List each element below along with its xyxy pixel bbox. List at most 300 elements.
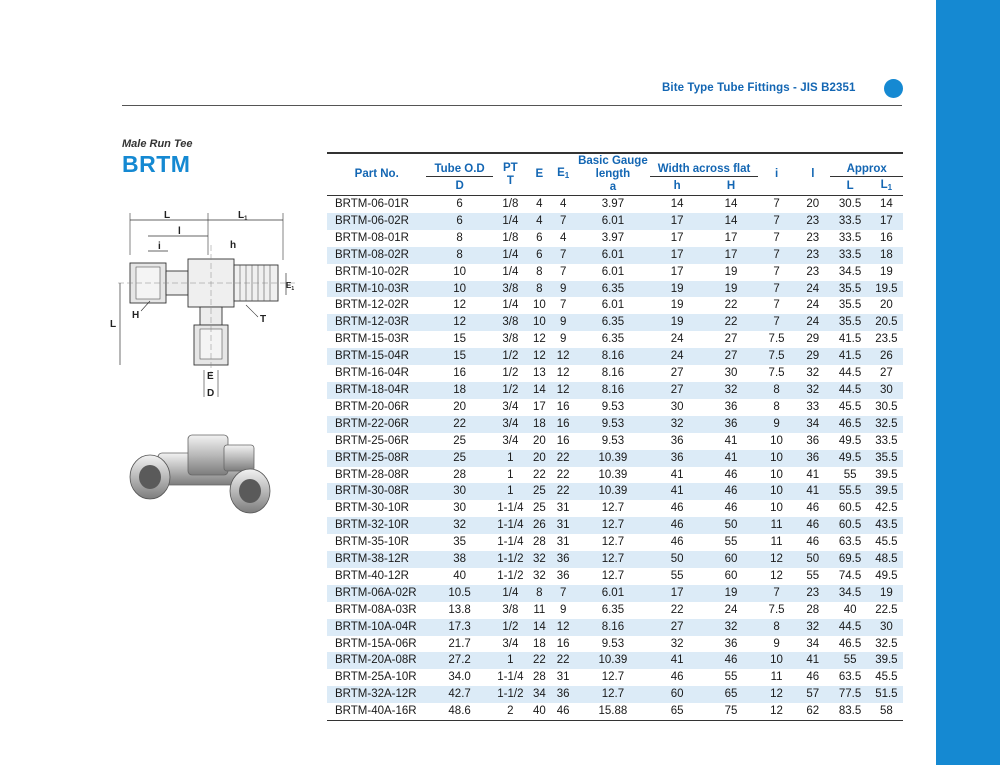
dim-E-label: E (207, 371, 214, 382)
part-number-cell: BRTM-30-10R (335, 502, 409, 515)
table-cell: 34.5 (838, 265, 862, 278)
table-cell: 3/8 (502, 316, 519, 329)
part-number-cell: BRTM-30-08R (335, 485, 409, 498)
table-cell: 36 (670, 451, 684, 464)
table-cell: 3.97 (601, 198, 625, 210)
dim-L-label: L (164, 210, 171, 221)
table-cell: 9 (773, 637, 780, 650)
table-cell: 36 (670, 434, 684, 447)
table-cell: 22 (724, 299, 738, 312)
table-cell: 27 (670, 367, 684, 380)
table-cell: 8 (536, 282, 543, 295)
table-cell: 58 (870, 703, 903, 720)
table-cell: 30 (453, 485, 466, 498)
table-cell: 18 (453, 383, 466, 396)
table-cell: 1-1/4 (497, 502, 524, 515)
table-cell: 27.2 (448, 654, 471, 667)
col-approx: Approx (830, 153, 903, 177)
part-number-cell: BRTM-38-12R (335, 553, 409, 566)
table-cell: 12 (453, 299, 466, 312)
part-number-cell: BRTM-15A-06R (335, 637, 417, 650)
table-cell: 1/2 (502, 383, 519, 396)
table-cell: 6 (456, 214, 463, 227)
table-cell: 8.16 (601, 620, 625, 633)
table-cell: 50 (670, 553, 684, 566)
table-cell: 35 (453, 536, 466, 549)
table-cell: 36 (556, 553, 570, 566)
part-number-cell: BRTM-20A-08R (335, 654, 417, 667)
part-number-cell: BRTM-06-02R (335, 214, 409, 227)
table-cell: 10.5 (448, 586, 471, 599)
table-cell: 12 (556, 350, 570, 363)
table-cell: 32.5 (875, 417, 898, 430)
table-cell: 42.5 (875, 502, 898, 515)
table-cell: 19 (724, 586, 738, 599)
col-i: i (758, 153, 795, 196)
table-cell: 7 (773, 316, 780, 329)
table-cell: 49.5 (838, 451, 862, 464)
table-cell: 3/8 (502, 603, 519, 616)
table-row (327, 433, 903, 450)
table-cell: 32 (806, 620, 820, 633)
dim-L1-label: $L_1$ (238, 210, 248, 222)
table-cell: 55 (724, 536, 738, 549)
table-cell: 7.5 (768, 333, 785, 346)
table-cell: 24 (670, 333, 684, 346)
table-cell: 49.5 (875, 569, 898, 582)
table-cell: 30.5 (838, 198, 862, 210)
col-l: l (795, 153, 830, 196)
table-cell: 1-1/4 (497, 519, 524, 532)
table-cell: 6.01 (601, 214, 625, 227)
table-cell: 15 (453, 333, 466, 346)
table-cell: 55.5 (838, 485, 862, 498)
table-cell: 31 (556, 519, 570, 532)
part-number-cell: BRTM-08A-03R (335, 603, 417, 616)
table-cell: 7 (559, 265, 567, 278)
header-divider (122, 105, 902, 106)
table-cell: 12.7 (601, 688, 625, 701)
dim-h-label: h (230, 240, 237, 251)
table-cell: 16 (556, 637, 570, 650)
table-cell: 24 (806, 316, 820, 329)
table-cell: 7 (773, 265, 780, 278)
table-cell: 46 (806, 671, 820, 684)
table-cell: 10 (532, 316, 546, 329)
table-cell: 51.5 (875, 688, 898, 701)
table-row (327, 264, 903, 281)
table-cell: 1/4 (502, 299, 519, 312)
table-cell: 6 (536, 231, 543, 244)
table-row (327, 534, 903, 551)
table-cell: 27 (879, 367, 893, 380)
table-cell: 22 (556, 485, 570, 498)
table-row (327, 619, 903, 636)
table-cell: 9 (559, 316, 567, 329)
table-cell: 1/8 (502, 231, 519, 244)
table-cell: 39.5 (875, 468, 898, 481)
table-row (327, 500, 903, 517)
table-cell: 6.35 (601, 333, 625, 346)
table-cell: 1/4 (502, 214, 519, 227)
table-cell: 25 (532, 502, 546, 515)
table-cell: 28 (806, 603, 820, 616)
table-cell: 11 (770, 536, 783, 549)
table-cell: 62 (795, 703, 830, 720)
table-cell: 65 (650, 703, 704, 720)
table-cell: 10 (453, 282, 466, 295)
table-cell: 26 (879, 350, 893, 363)
table-cell: 9.53 (601, 417, 625, 430)
table-row (327, 247, 903, 264)
header-title: Bite Type Tube Fittings - JIS B2351 (662, 82, 856, 94)
table-cell: 31 (556, 536, 570, 549)
table-cell: 8 (536, 586, 543, 599)
header-dot-icon (884, 79, 903, 98)
table-cell: 3/4 (502, 637, 519, 650)
table-cell: 14 (532, 620, 546, 633)
table-cell: 55 (843, 468, 857, 481)
table-cell: 20.5 (875, 316, 898, 329)
table-cell: 12.7 (601, 536, 625, 549)
table-cell: 32 (724, 383, 738, 396)
table-cell: 17 (724, 248, 738, 261)
table-cell: 8.16 (601, 383, 625, 396)
table-row (327, 382, 903, 399)
table-cell: 1-1/2 (497, 553, 524, 566)
part-number-cell: BRTM-06A-02R (335, 586, 417, 599)
table-cell: 57 (806, 688, 820, 701)
table-cell: 12 (532, 350, 546, 363)
table-cell: 8 (773, 400, 780, 413)
table-cell: 32 (670, 417, 684, 430)
table-cell: 8 (773, 620, 780, 633)
table-cell: 19 (879, 586, 893, 599)
table-cell: 17 (670, 231, 684, 244)
dim-E1-label: $E_1$ (286, 281, 295, 292)
table-cell: 1 (507, 468, 514, 481)
table-cell: 44.5 (838, 367, 862, 380)
table-cell: 9.53 (601, 434, 625, 447)
table-cell: 46 (806, 536, 820, 549)
table-cell: 13.8 (448, 603, 471, 616)
table-cell: 1-1/2 (497, 688, 524, 701)
table-cell: 1-1/2 (497, 569, 524, 582)
table-cell: 14 (724, 214, 738, 227)
table-cell: 1 (507, 485, 514, 498)
table-cell: 34.5 (838, 586, 862, 599)
table-cell: 12.7 (601, 502, 625, 515)
dim-T-label: T (260, 314, 267, 325)
table-row (327, 213, 903, 230)
part-number-cell: BRTM-06-01R (335, 198, 409, 210)
table-cell: 32 (532, 569, 546, 582)
table-row (327, 517, 903, 534)
table-row (327, 331, 903, 348)
col-tube-od: Tube O.D (426, 153, 492, 177)
table-cell: 9.53 (601, 637, 625, 650)
table-cell: 41 (724, 451, 738, 464)
table-cell: 12.7 (601, 519, 625, 532)
table-cell: 30 (879, 383, 893, 396)
table-cell: 3/4 (502, 417, 519, 430)
table-cell: 8 (456, 231, 463, 244)
table-cell: 43.5 (875, 519, 898, 532)
table-cell: 1/2 (502, 620, 519, 633)
table-cell: 46 (724, 485, 738, 498)
table-cell: 3/8 (502, 282, 519, 295)
table-cell: 45.5 (875, 671, 898, 684)
table-cell: 32 (806, 383, 820, 396)
table-cell: 23 (806, 586, 820, 599)
table-cell: 46.5 (838, 637, 862, 650)
table-cell: 8 (456, 248, 463, 261)
table-cell: 44.5 (838, 383, 862, 396)
table-cell: 26 (532, 519, 546, 532)
table-cell: 38 (453, 553, 466, 566)
table-cell: 10.39 (598, 468, 628, 481)
table-cell: 55 (724, 671, 738, 684)
table-cell: 36 (806, 434, 820, 447)
col-h-large: H (704, 177, 758, 196)
table-cell: 46 (724, 654, 738, 667)
table-cell: 30 (670, 400, 684, 413)
table-cell: 2 (493, 703, 528, 720)
part-number-cell: BRTM-25A-10R (335, 671, 417, 684)
col-approx-L1: $L_1$ (870, 177, 903, 196)
part-number-cell: BRTM-10-02R (335, 265, 409, 278)
table-cell: 74.5 (838, 569, 862, 582)
table-cell: 22 (556, 654, 570, 667)
table-cell: 30 (453, 502, 466, 515)
table-cell: 10 (770, 502, 783, 515)
table-cell: 7 (559, 214, 567, 227)
table-cell: 39.5 (875, 485, 898, 498)
table-cell: 17 (532, 400, 546, 413)
table-cell: 40 (528, 703, 551, 720)
table-cell: 19 (724, 265, 738, 278)
table-cell: 20 (879, 299, 893, 312)
table-cell: 63.5 (838, 671, 862, 684)
table-cell: 46 (724, 502, 738, 515)
table-cell: 22 (532, 468, 546, 481)
part-number-cell: BRTM-22-06R (335, 417, 409, 430)
table-cell: 33.5 (875, 434, 898, 447)
table-cell: 60 (724, 569, 738, 582)
table-cell: 4 (559, 231, 567, 244)
table-cell: 20 (532, 434, 546, 447)
table-cell: 32 (806, 367, 820, 380)
table-cell: 24 (670, 350, 684, 363)
part-number-cell: BRTM-40-12R (335, 569, 409, 582)
table-cell: 8 (773, 383, 780, 396)
table-cell: 65 (724, 688, 738, 701)
table-cell: 6.35 (601, 282, 625, 295)
table-cell: 63.5 (838, 536, 862, 549)
part-number-cell: BRTM-10-03R (335, 282, 409, 295)
table-row (327, 551, 903, 568)
table-cell: 45.5 (875, 536, 898, 549)
table-row (327, 297, 903, 314)
table-cell: 14 (879, 198, 893, 210)
table-cell: 10 (770, 434, 783, 447)
table-cell: 32.5 (875, 637, 898, 650)
table-cell: 6 (456, 198, 463, 210)
table-cell: 35.5 (838, 282, 862, 295)
table-cell: 31 (556, 502, 570, 515)
table-cell: 17 (724, 231, 738, 244)
table-cell: 12.7 (601, 671, 625, 684)
table-cell: 23 (806, 265, 820, 278)
table-cell: 12.7 (601, 553, 625, 566)
table-cell: 3.97 (601, 231, 625, 244)
table-cell: 10 (770, 468, 783, 481)
table-cell: 29 (806, 333, 820, 346)
table-cell: 6.35 (601, 603, 625, 616)
table-row (327, 196, 903, 213)
table-cell: 33 (806, 400, 820, 413)
table-cell: 41 (806, 485, 820, 498)
table-cell: 35.5 (875, 451, 898, 464)
table-row (327, 585, 903, 602)
table-cell: 22 (532, 654, 546, 667)
table-cell: 83.5 (830, 703, 869, 720)
col-e: E (528, 153, 551, 196)
table-cell: 42.7 (448, 688, 471, 701)
table-cell: 11 (533, 603, 546, 616)
table-cell: 12 (532, 333, 546, 346)
table-row (327, 602, 903, 619)
table-cell: 45.5 (838, 400, 862, 413)
table-cell: 69.5 (838, 553, 862, 566)
table-cell: 34 (806, 417, 820, 430)
part-number-cell: BRTM-15-04R (335, 350, 409, 363)
table-cell: 27 (670, 620, 684, 633)
part-number-cell: BRTM-08-01R (335, 231, 409, 244)
table-cell: 30 (879, 620, 893, 633)
table-cell: 1/4 (502, 586, 519, 599)
part-number-cell: BRTM-25-06R (335, 434, 409, 447)
part-number-cell: BRTM-20-06R (335, 400, 409, 413)
part-number-cell: BRTM-12-03R (335, 316, 409, 329)
col-width-flat: Width across flat (650, 153, 758, 177)
table-cell: 34 (532, 688, 546, 701)
table-cell: 1/2 (502, 350, 519, 363)
table-cell: 55 (806, 569, 820, 582)
table-cell: 36 (724, 400, 738, 413)
table-cell: 11 (770, 519, 783, 532)
table-cell: 22 (670, 603, 684, 616)
table-cell: 12 (453, 316, 466, 329)
table-cell: 9 (559, 603, 567, 616)
col-tube-od-d: D (426, 177, 492, 196)
table-cell: 46 (670, 536, 684, 549)
table-cell: 10 (770, 654, 783, 667)
table-cell: 17 (670, 586, 684, 599)
table-cell: 16 (556, 434, 570, 447)
table-cell: 7.5 (768, 367, 785, 380)
table-cell: 46.5 (838, 417, 862, 430)
table-cell: 46 (806, 502, 820, 515)
table-cell: 7 (773, 282, 780, 295)
table-cell: 12.7 (601, 569, 625, 582)
table-cell: 1/4 (502, 248, 519, 261)
col-approx-L: L (830, 177, 869, 196)
table-cell: 32 (532, 553, 546, 566)
table-cell: 41.5 (838, 333, 862, 346)
part-number-cell: BRTM-32A-12R (335, 688, 417, 701)
table-cell: 50 (724, 519, 738, 532)
table-row (327, 416, 903, 433)
table-cell: 23 (806, 231, 820, 244)
table-cell: 49.5 (838, 434, 862, 447)
table-row (327, 230, 903, 247)
table-cell: 12 (758, 703, 795, 720)
table-cell: 10 (770, 451, 783, 464)
table-cell: 77.5 (838, 688, 862, 701)
table-cell: 24 (806, 282, 820, 295)
table-cell: 20 (453, 400, 466, 413)
table-cell: 24 (806, 299, 820, 312)
table-cell: 6.35 (601, 316, 625, 329)
table-cell: 10 (770, 485, 783, 498)
table-cell: 4 (536, 198, 543, 210)
table-cell: 16 (556, 417, 570, 430)
table-cell: 6.01 (601, 299, 625, 312)
table-cell: 23.5 (875, 333, 898, 346)
table-cell: 9.53 (601, 400, 625, 413)
table-cell: 6.01 (601, 248, 625, 261)
product-model: BRTM (122, 151, 191, 177)
table-cell: 27 (670, 383, 684, 396)
table-cell: 41 (670, 485, 684, 498)
table-cell: 17.3 (448, 620, 471, 633)
table-cell: 25 (453, 434, 466, 447)
table-cell: 4 (536, 214, 543, 227)
table-row (327, 686, 903, 703)
table-cell: 14 (670, 198, 684, 210)
table-cell: 40 (453, 569, 466, 582)
table-cell: 12 (770, 569, 783, 582)
table-cell: 7 (773, 214, 780, 227)
table-row (327, 450, 903, 467)
table-cell: 32 (453, 519, 466, 532)
table-cell: 22 (453, 417, 466, 430)
side-accent-bar (936, 0, 1000, 765)
table-cell: 7 (559, 586, 567, 599)
table-row (327, 568, 903, 585)
table-cell: 29 (806, 350, 820, 363)
table-cell: 1-1/4 (497, 671, 524, 684)
technical-drawing (108, 205, 308, 400)
table-cell: 18 (879, 248, 893, 261)
table-cell: 8.16 (601, 350, 625, 363)
table-cell: 12 (556, 620, 570, 633)
part-number-cell: BRTM-15-03R (335, 333, 409, 346)
table-cell: 34.0 (448, 671, 471, 684)
table-cell: 17 (670, 248, 684, 261)
table-cell: 6.01 (601, 586, 625, 599)
table-cell: 16 (556, 400, 570, 413)
dim-i-label: i (158, 241, 161, 252)
table-cell: 46 (724, 468, 738, 481)
table-cell: 10 (453, 265, 466, 278)
part-number-cell: BRTM-40A-16R (327, 703, 426, 720)
table-cell: 25 (532, 485, 546, 498)
table-cell: 32 (670, 637, 684, 650)
table-cell: 7 (559, 299, 567, 312)
table-cell: 16 (453, 367, 466, 380)
